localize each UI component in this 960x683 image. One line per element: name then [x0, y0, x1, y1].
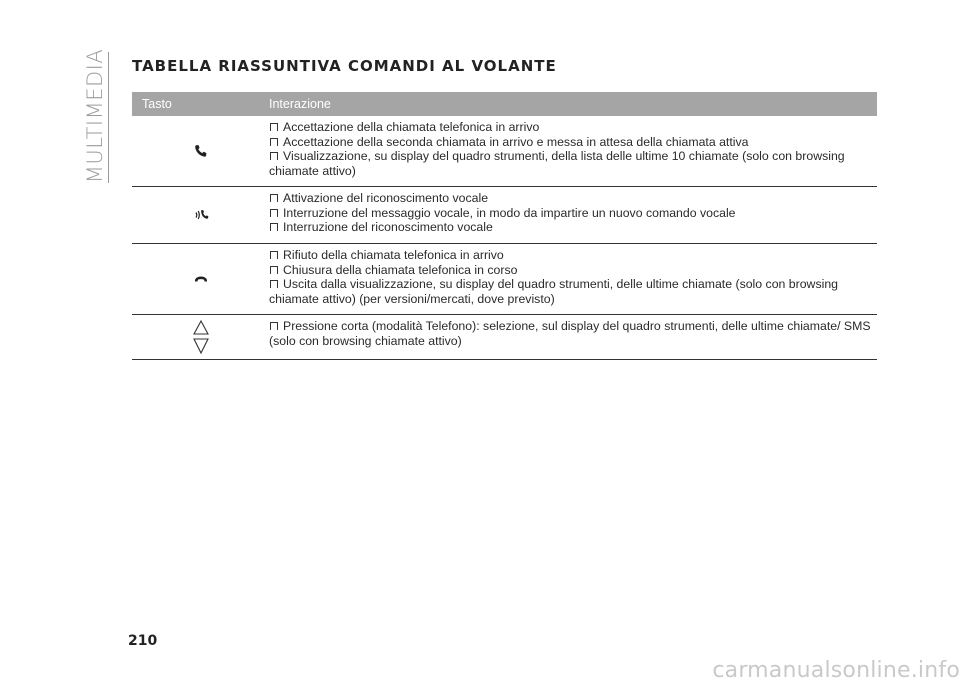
key-cell: [132, 244, 269, 314]
voice-command-icon: [193, 207, 209, 223]
list-item: Uscita dalla visualizzazione, su display del quadro strumenti, delle ultime chiamate (solo con browsing chiamate attivo) (per versioni/mercati, dove previsto): [269, 277, 838, 306]
commands-table: [132, 92, 877, 360]
list-item: Accettazione della chiamata telefonica in arrivo: [269, 120, 877, 135]
interaction-cell: [269, 315, 877, 359]
up-down-arrows-icon: [191, 319, 211, 355]
list-item: Rifiuto della chiamata telefonica in arrivo: [269, 248, 877, 263]
table-row: [132, 116, 877, 187]
interaction-cell: [269, 116, 877, 186]
table-row: [132, 315, 877, 360]
phone-hangup-icon: [194, 275, 208, 283]
interaction-cell: [269, 244, 877, 314]
phone-answer-icon: [194, 144, 208, 158]
watermark: carmanualsonline.info: [712, 658, 960, 683]
list-item: Attivazione del riconoscimento vocale: [269, 191, 877, 206]
list-item: Interruzione del messaggio vocale, in modo da impartire un nuovo comando vocale: [269, 206, 877, 221]
list-item: Pressione corta (modalità Telefono): selezione, sul display del quadro strumenti, delle ultime chiamate/ SMS (solo con browsing chiamate attivo): [269, 319, 871, 348]
header-interaction: Interazione: [269, 97, 331, 111]
list-item: Accettazione della seconda chiamata in arrivo e messa in attesa della chiamata attiva: [269, 135, 877, 150]
key-cell: [132, 315, 269, 359]
table-row: [132, 244, 877, 315]
table-row: [132, 187, 877, 244]
table-header: [132, 92, 877, 116]
key-cell: [132, 187, 269, 243]
interaction-cell: [269, 187, 877, 243]
page-number: 210: [128, 633, 158, 649]
key-cell: [132, 116, 269, 186]
section-label: MULTIMEDIA: [83, 48, 107, 183]
header-key: Tasto: [142, 97, 172, 111]
list-item: Chiusura della chiamata telefonica in corso: [269, 263, 877, 278]
list-item: Visualizzazione, su display del quadro strumenti, della lista delle ultime 10 chiamate (solo con browsing chiamate attivo): [269, 149, 845, 178]
list-item: Interruzione del riconoscimento vocale: [269, 220, 877, 235]
section-divider: [108, 52, 109, 183]
page-title: TABELLA RIASSUNTIVA COMANDI AL VOLANTE: [132, 57, 557, 75]
